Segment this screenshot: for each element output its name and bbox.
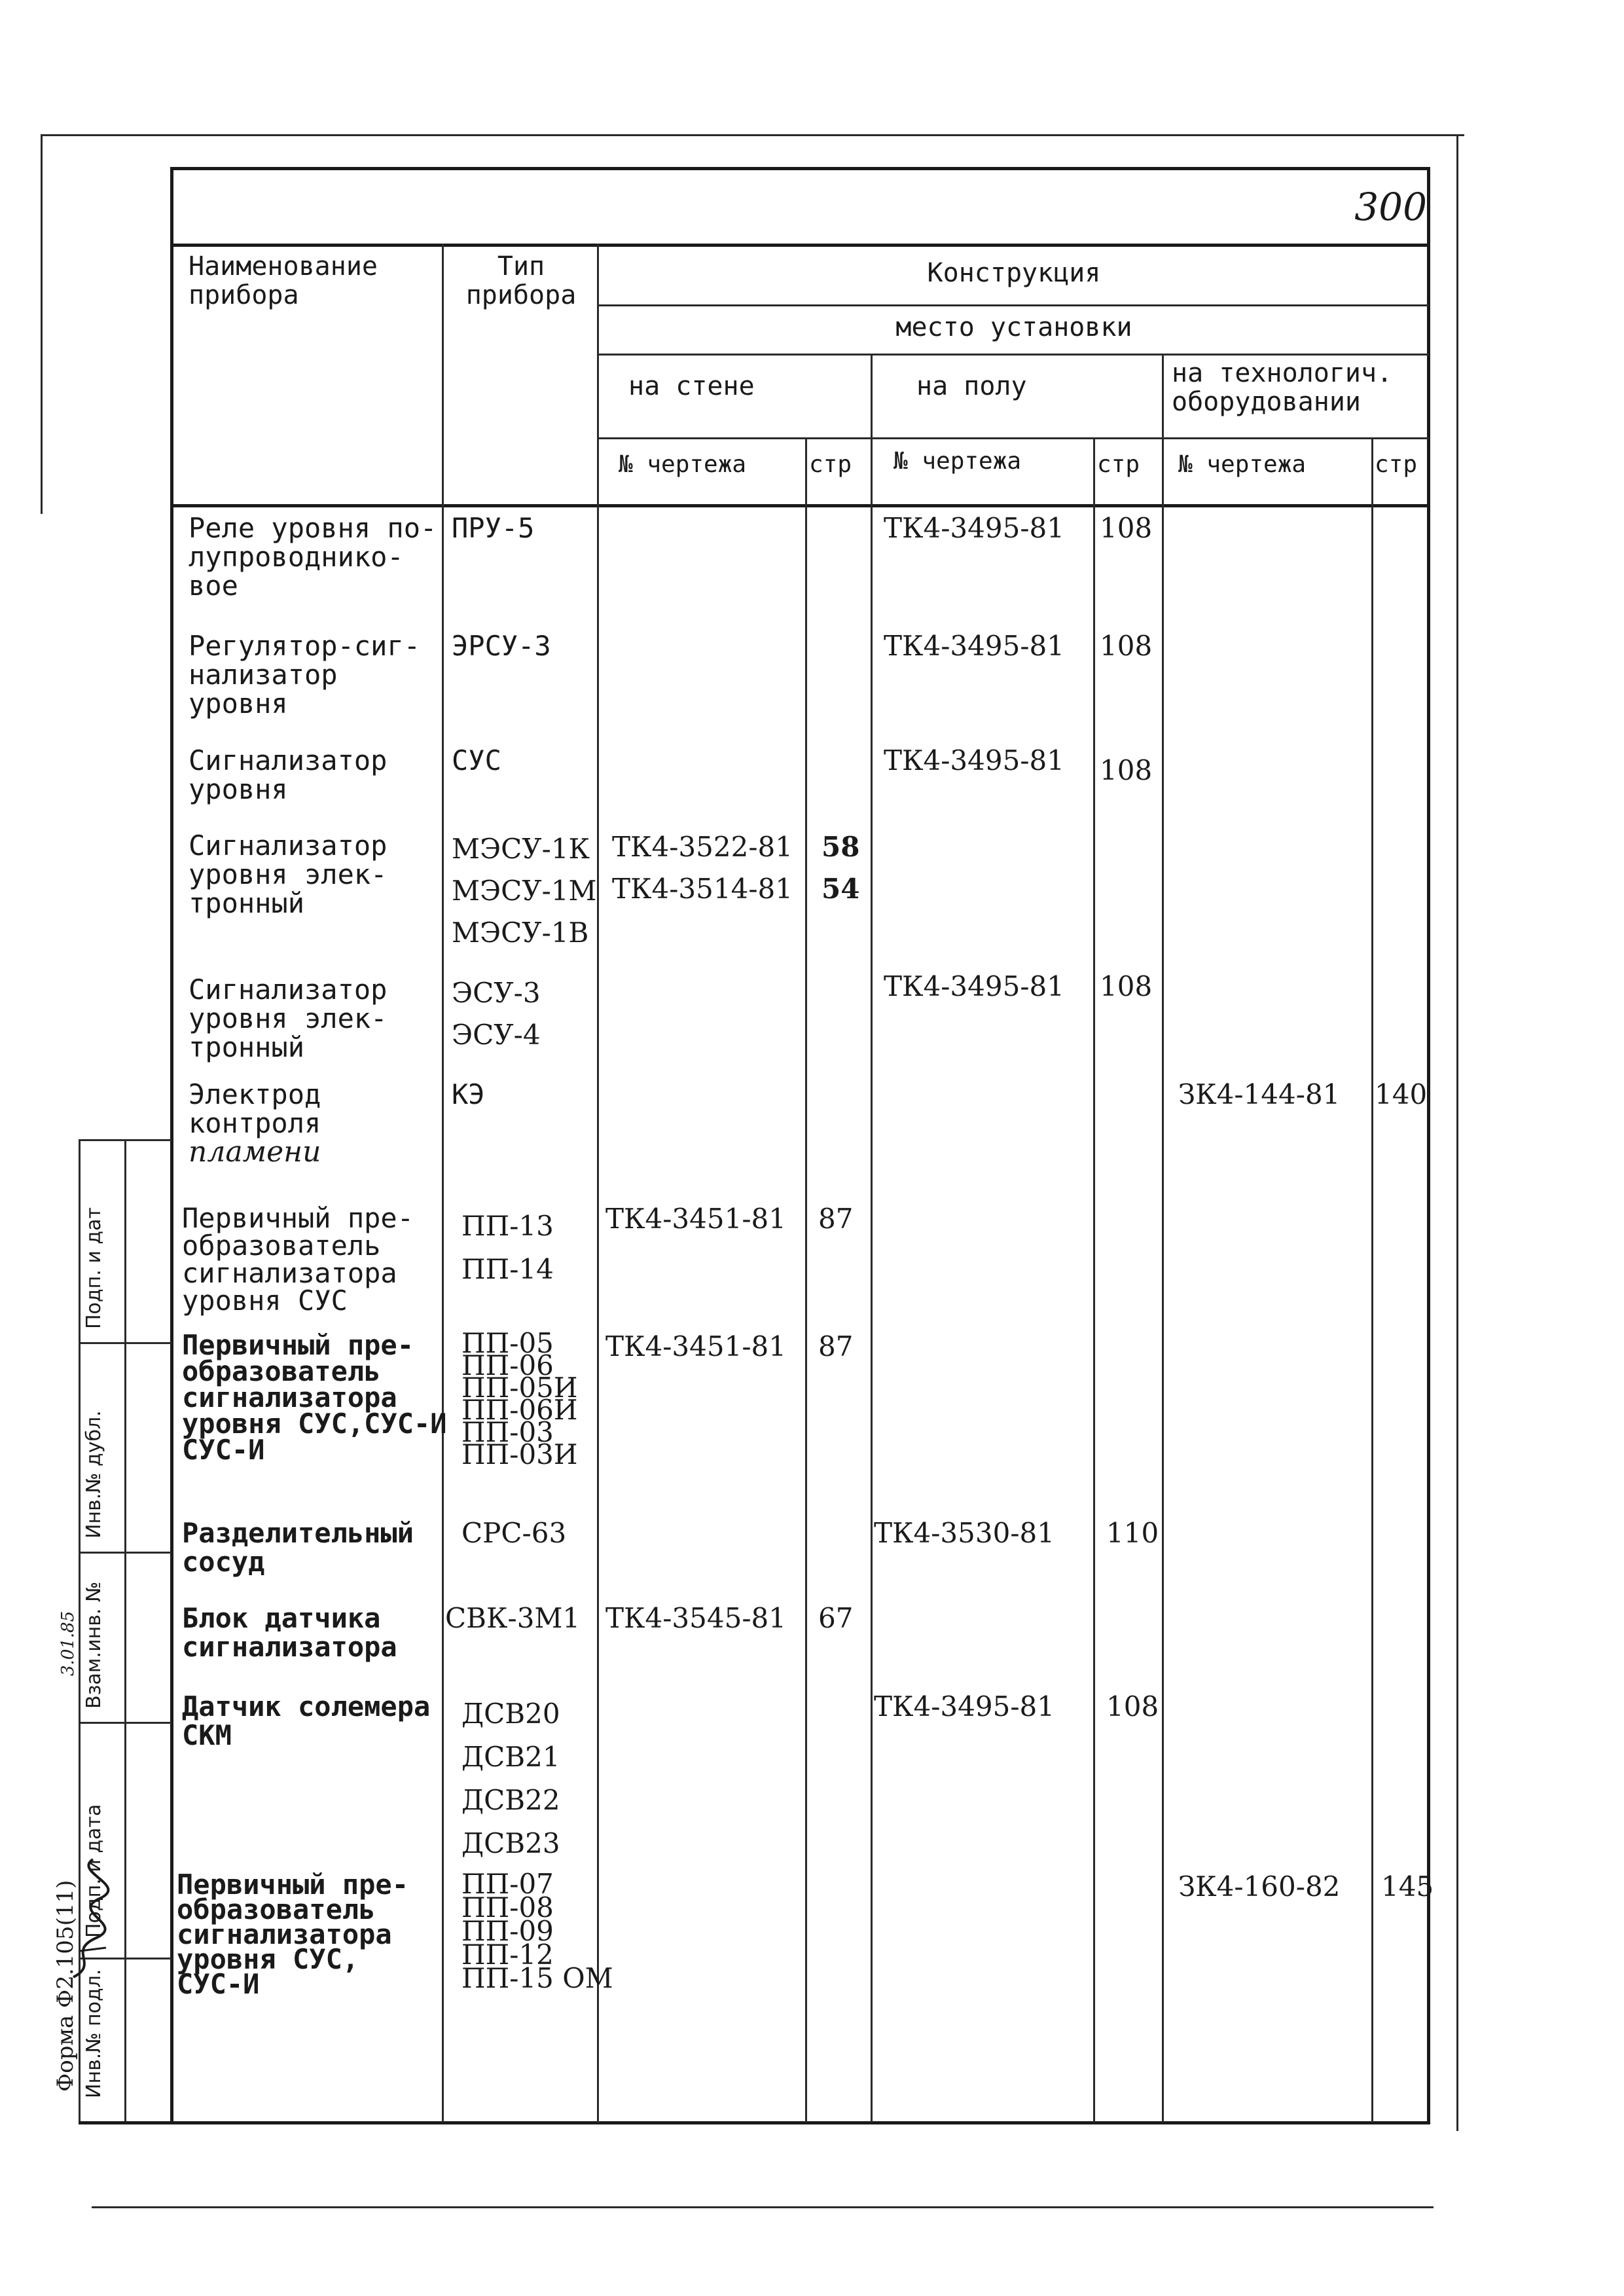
col-line-wall-page [805,437,807,2123]
stamp-label-inv-podl: Инв.№ подл. [82,1969,105,2098]
device-name: Сигнализатор уровня [189,744,388,805]
device-name: Электрод контроля [189,1078,321,1139]
wall-page: 58 54 [821,831,860,905]
equip-drawing: ЗК4-144-81 [1178,1078,1341,1110]
col-line-floor-page [1093,437,1095,2123]
floor-drawing: ТК4-3495-81 [874,1690,1055,1722]
device-name: Блок датчика сигнализатора [182,1602,397,1663]
header-bottom-line [170,504,1430,507]
wall-drawing: ТК4-3451-81 [605,1203,786,1235]
floor-page: 108 [1100,630,1153,662]
wall-page: 87 [818,1203,854,1235]
device-type: КЭ [452,1078,485,1110]
header-construction: Конструкция [927,258,1101,288]
device-name-handwritten: пламени [189,1135,321,1169]
outer-bottom-line [92,2206,1434,2208]
device-name: Датчик солемера СКМ [182,1690,431,1751]
device-type: МЭСУ-1К МЭСУ-1М МЭСУ-1В [452,833,597,949]
device-name: Первичный пре- образователь сигнализатора уровня СУС,СУС-И СУС-И [182,1329,447,1466]
device-name: Реле уровня по- лупроводнико- вое [189,512,437,602]
device-name: Первичный пре- образователь сигнализатора уровня СУС [182,1202,414,1317]
device-name: Сигнализатор уровня элек- тронный [189,829,388,919]
floor-drawing: ТК4-3530-81 [874,1517,1055,1549]
header-place-line [599,354,1429,355]
stamp-label-inv-dubl: Инв.№ дубл. [82,1410,105,1539]
header-top-line [170,244,1430,247]
floor-drawing: ТК4-3495-81 [884,512,1064,544]
device-name: Сигнализатор уровня элек- тронный [189,974,388,1063]
header-type: Тип прибора [465,251,577,310]
header-wall-page: стр [809,451,852,478]
outer-top-line [41,134,1464,136]
col-line-equipment [1162,354,1164,2123]
header-equip-drawing: № чертежа [1178,451,1307,478]
wall-drawing: ТК4-3545-81 [605,1602,786,1634]
floor-drawing: ТК4-3495-81 [884,630,1064,662]
col-line-wall [597,244,599,2123]
floor-page: 108 [1100,970,1153,1002]
signature-date: 3.01.85 [58,1611,78,1676]
table-right [1427,167,1430,2124]
floor-page: 108 [1100,754,1153,786]
stamp-label-podp-data: Подп. и дата [82,1804,105,1938]
floor-page: 110 [1106,1517,1159,1549]
header-floor: на полу [916,371,1027,401]
equip-page: 145 [1381,1870,1434,1903]
header-name: Наименование прибора [189,251,378,310]
equip-page: 140 [1375,1078,1428,1110]
col-line-equip-page [1371,437,1373,2123]
device-name: Разделительный сосуд [182,1517,414,1578]
device-type: ЭСУ-3 ЭСУ-4 [452,977,541,1051]
form-label: Форма Ф2.105(11) [52,1880,79,2092]
wall-drawing: ТК4-3451-81 [605,1330,786,1362]
header-subcol-line [599,437,1429,439]
outer-right-line [1456,134,1458,2131]
device-type: ЭРСУ-3 [452,630,551,662]
wall-drawing: ТК4-3522-81 ТК4-3514-81 [612,831,793,905]
device-type: ПП-05 ПП-06 ПП-05И ПП-06И ПП-03 ПП-03И [461,1327,578,1470]
table-top [170,167,1430,170]
device-name: Первичный пре- образователь сигнализатора уровня СУС, СУС-И [177,1868,409,2000]
device-type: ПП-07 ПП-08 ПП-09 ПП-12 ПП-15 ОМ [461,1868,613,1994]
outer-left-line [41,134,43,514]
stamp-div-3 [79,1722,171,1724]
device-name: Регулятор-сиг- нализатор уровня [189,630,421,720]
stamp-label-vzam-inv: Взам.инв. № [82,1581,105,1709]
header-floor-page: стр [1097,451,1140,478]
table-bottom [79,2121,1430,2124]
stamp-top [79,1139,171,1141]
equip-drawing: ЗК4-160-82 [1178,1870,1341,1903]
device-type: СУС [452,744,501,776]
device-type: ПП-13 ПП-14 [461,1210,554,1285]
device-type: ДСВ20 ДСВ21 ДСВ22 ДСВ23 [461,1698,560,1859]
floor-page: 108 [1106,1690,1159,1722]
col-line-type [442,244,444,2123]
wall-page: 67 [818,1602,854,1634]
col-line-floor [871,354,873,2123]
page-number: 300 [1354,185,1427,229]
device-type: СРС-63 [461,1517,567,1549]
stamp-label-podp-dat: Подп. и дат [82,1207,105,1329]
device-type: ПРУ-5 [452,512,535,544]
stamp-div-2 [79,1552,171,1554]
floor-page: 108 [1100,512,1153,544]
header-wall-drawing: № чертежа [619,451,747,478]
header-equip-page: стр [1375,451,1418,478]
wall-page: 87 [818,1330,854,1362]
floor-drawing: ТК4-3495-81 [884,744,1064,776]
signature-mark [60,1755,119,1990]
header-wall: на стене [628,371,755,401]
stamp-col-line [124,1139,126,2121]
header-construction-line [599,304,1429,306]
floor-drawing: ТК4-3495-81 [884,970,1064,1002]
stamp-div-1 [79,1342,171,1344]
device-type: СВК-3М1 [445,1602,581,1634]
header-floor-drawing: № чертежа [893,448,1022,475]
header-place: место установки [895,312,1132,342]
table-left [170,167,173,2124]
header-equipment: на технологич. оборудовании [1172,358,1393,417]
